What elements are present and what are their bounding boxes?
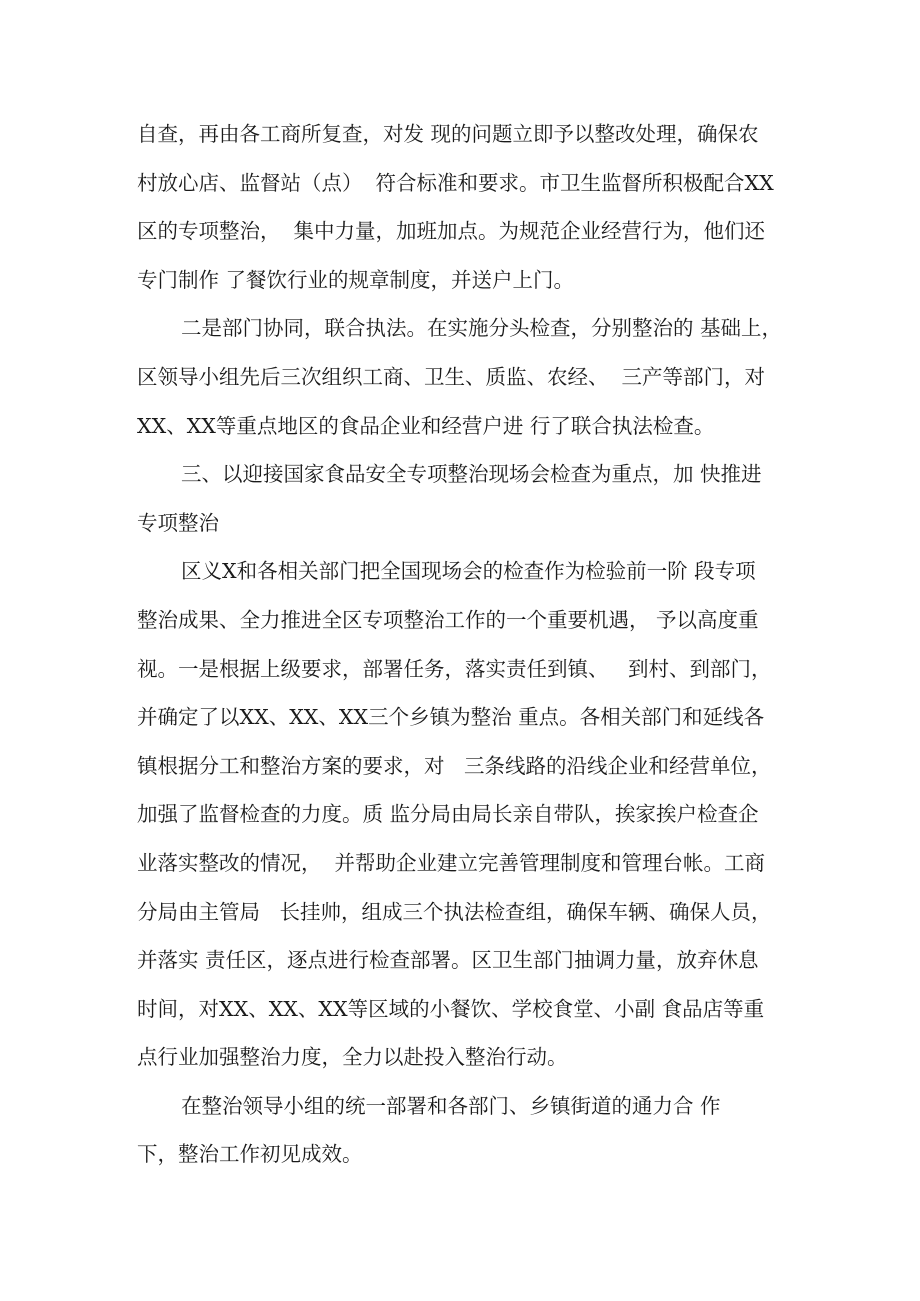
paragraph-line: 专门制作 了餐饮行业的规章制度，并送户上门。 [137,267,575,292]
paragraph-line: 业落实整改的情况， 并帮助企业建立完善管理制度和管理台帐。工商 [137,850,766,875]
paragraph-line: 并确定了以XX、XX、XX三个乡镇为整治 重点。各相关部门和延线各 [137,705,765,730]
section-heading [137,450,797,547]
paragraph-line: 二是部门协同，联合执法。在实施分头检查，分别整治的 基础上， [181,316,783,341]
paragraph-line: 点行业加强整治力度，全力以赴投入整治行动。 [137,1045,568,1070]
document-body [137,110,797,1179]
paragraph-line: 整治成果、全力推进全区专项整治工作的一个重要机遇， 予以高度重 [137,607,759,632]
paragraph-line: 区领导小组先后三次组织工商、卫生、质监、农经、 三产等部门，对 [137,364,766,389]
paragraph-1 [137,110,797,304]
paragraph-line: 村放心店、监督站（点） 符合标准和要求。市卫生监督所积极配合XX [137,170,774,195]
paragraph-line: 在整治领导小组的统一部署和各部门、乡镇街道的通力合 作 [181,1093,721,1118]
paragraph-line: 分局由主管局 长挂帅，组成三个执法检查组，确保车辆、确保人员， [137,899,772,924]
paragraph-line: 三、以迎接国家食品安全专项整治现场会检查为重点，加 快推进 [181,462,762,487]
paragraph-line: 下，整治工作初见成效。 [137,1142,363,1167]
paragraph-3 [137,547,797,1082]
paragraph-4 [137,1082,797,1179]
paragraph-line: 专项整治 [137,510,219,535]
paragraph-2 [137,304,797,450]
paragraph-line: 视。一是根据上级要求，部署任务，落实责任到镇、 到村、到部门， [137,656,772,681]
paragraph-line: 时间，对XX、XX、XX等区域的小餐饮、学校食堂、小副 食品店等重 [137,996,765,1021]
paragraph-line: 镇根据分工和整治方案的要求，对 三条线路的沿线企业和经营单位， [137,753,772,778]
paragraph-line: 区的专项整治， 集中力量，加班加点。为规范企业经营行为，他们还 [137,219,766,244]
paragraph-line: 并落实 责任区，逐点进行检查部署。区卫生部门抽调力量，放弃休息 [137,948,759,973]
paragraph-line: 加强了监督检查的力度。质 监分局由局长亲自带队，挨家挨户检查企 [137,802,759,827]
paragraph-line: 自查，再由各工商所复查，对发 现的问题立即予以整改处理，确保农 [137,122,759,146]
paragraph-line: 区义X和各相关部门把全国现场会的检查作为检验前一阶 段专项 [181,559,756,584]
paragraph-line: XX、XX等重点地区的食品企业和经营户进 行了联合执法检查。 [137,413,715,438]
